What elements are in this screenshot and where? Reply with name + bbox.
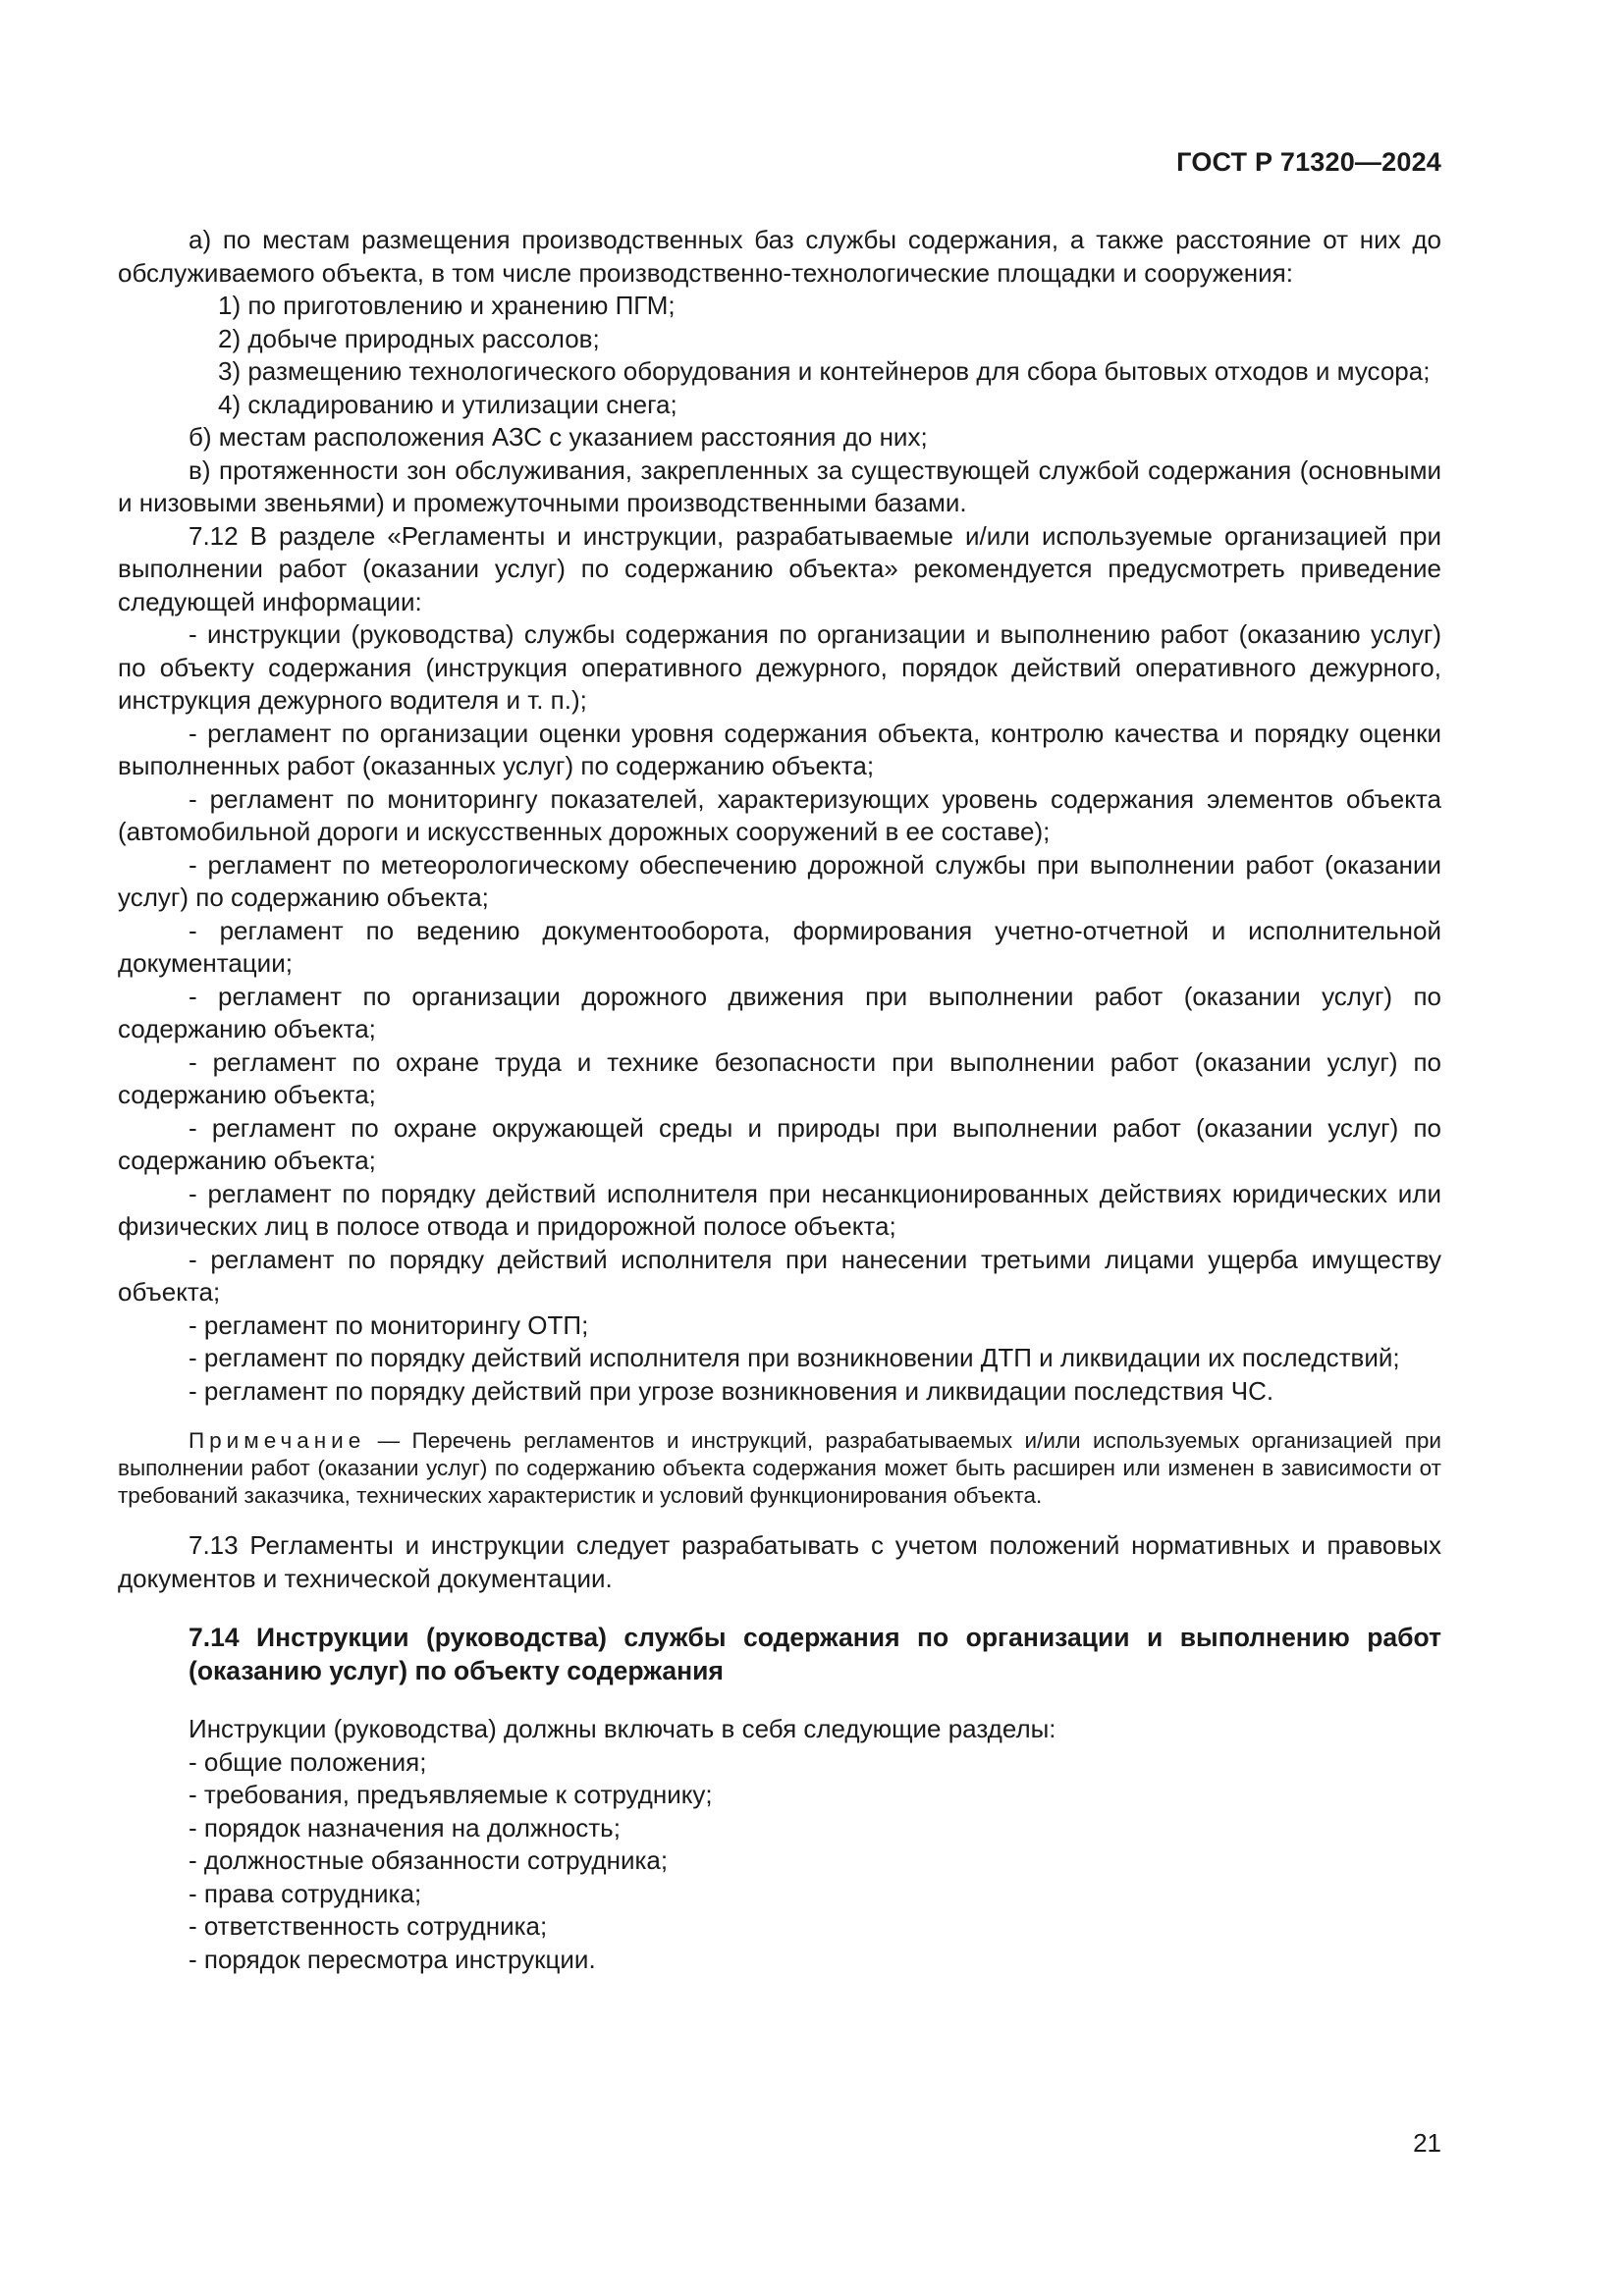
regulation-item: - регламент по порядку действий при угрозе возникновения и ликвидации последствия ЧС. (189, 1375, 1274, 1406)
section-7-12-intro: 7.12 В разделе «Регламенты и инструкции, разрабатываемые и/или используемые организацией при выполнении работ (оказании услуг) по содержанию объекта» рекомендуется предусмотреть приведение следующей информации: (118, 520, 1441, 616)
regulation-item: - регламент по порядку действий исполнителя при возникновении ДТП и ликвидации их последствий; (189, 1343, 1400, 1372)
document-body (118, 224, 1441, 1976)
regulation-item: - регламент по ведению документооборота, формирования учетно-отчетной и исполнительной документации; (118, 915, 1441, 978)
instruction-section-item: - права сотрудника; (189, 1878, 422, 1908)
instruction-section-item: - порядок пересмотра инструкции. (189, 1944, 596, 1974)
instruction-section-item: - требования, предъявляемые к сотруднику; (189, 1780, 713, 1809)
section-7-13: 7.13 Регламенты и инструкции следует разрабатывать с учетом положений нормативных и правовых документов и технической документации. (118, 1530, 1441, 1593)
instruction-section-item: - общие положения; (189, 1746, 427, 1777)
instruction-section-item: - ответственность сотрудника; (189, 1911, 548, 1941)
list-item-c: в) протяженности зон обслуживания, закрепленных за существующей службой содержания (основными и низовыми звеньями) и промежуточными производственными базами. (118, 454, 1441, 517)
regulation-item: - регламент по организации оценки уровня содержания объекта, контролю качества и порядку оценки выполненных работ (оказанных услуг) по содержанию объекта; (118, 718, 1441, 780)
regulation-item: - регламент по метеорологическому обеспечению дорожной службы при выполнении работ (оказании услуг) по содержанию объекта; (118, 849, 1441, 912)
note-text: — Перечень регламентов и инструкций, разрабатываемых и/или используемых организацией при выполнении работ (оказании услуг) по содержанию объекта содержания может быть расширен или изменен в зависимости от требований заказчика, технических характеристик и условий функционирования объекта. (118, 1428, 1441, 1508)
regulation-item: - регламент по порядку действий исполнителя при несанкционированных действиях юридических или физических лиц в полосе отвода и придорожной полосе объекта; (118, 1178, 1441, 1241)
sub-item: 1) по приготовлению и хранению ПГМ; (218, 291, 676, 320)
list-item-b: б) местам расположения АЗС с указанием расстояния до них; (189, 422, 928, 452)
sub-item: 2) добыче природных рассолов; (218, 323, 600, 353)
instruction-section-item: - должностные обязанности сотрудника; (189, 1845, 669, 1875)
note-label: Примечание (189, 1428, 366, 1453)
regulation-item: - регламент по мониторингу ОТП; (189, 1309, 589, 1340)
page-number: 21 (1413, 2128, 1441, 2158)
note (118, 1427, 1441, 1510)
regulation-item: - регламент по организации дорожного движения при выполнении работ (оказании услуг) по содержанию объекта; (118, 981, 1441, 1043)
section-7-14-intro: Инструкции (руководства) должны включать в себя следующие разделы: (189, 1714, 1056, 1743)
regulation-item: - регламент по порядку действий исполнителя при нанесении третьими лицами ущерба имуществу объекта; (118, 1244, 1441, 1307)
list-item-a: а) по местам размещения производственных баз службы содержания, а также расстояние от них до обслуживаемого объекта, в том числе производственно-технологические площадки и сооружения: (118, 225, 1441, 288)
sub-item: 4) складированию и утилизации снега; (218, 389, 677, 419)
standard-number: ГОСТ Р 71320—2024 (1176, 147, 1441, 177)
sub-item: 3) размещению технологического оборудования и контейнеров для сбора бытовых отходов и мусора; (218, 356, 1431, 386)
instruction-section-item: - порядок назначения на должность; (189, 1812, 621, 1842)
regulation-item: - регламент по мониторингу показателей, характеризующих уровень содержания элементов объекта (автомобильной дороги и искусственных дорожных сооружений в ее составе); (118, 783, 1441, 846)
regulation-item: - инструкции (руководства) службы содержания по организации и выполнению работ (оказанию услуг) по объекту содержания (инструкция оперативного дежурного, порядок действий оперативного дежурного, инструкция дежурного водителя и т. п.); (118, 619, 1441, 715)
regulation-item: - регламент по охране окружающей среды и природы при выполнении работ (оказании услуг) по содержанию объекта; (118, 1112, 1441, 1175)
section-7-14-heading: 7.14 Инструкции (руководства) службы содержания по организации и выполнению работ (оказанию услуг) по объекту содержания (189, 1623, 1441, 1685)
regulation-item: - регламент по охране труда и технике безопасности при выполнении работ (оказании услуг) по содержанию объекта; (118, 1046, 1441, 1109)
